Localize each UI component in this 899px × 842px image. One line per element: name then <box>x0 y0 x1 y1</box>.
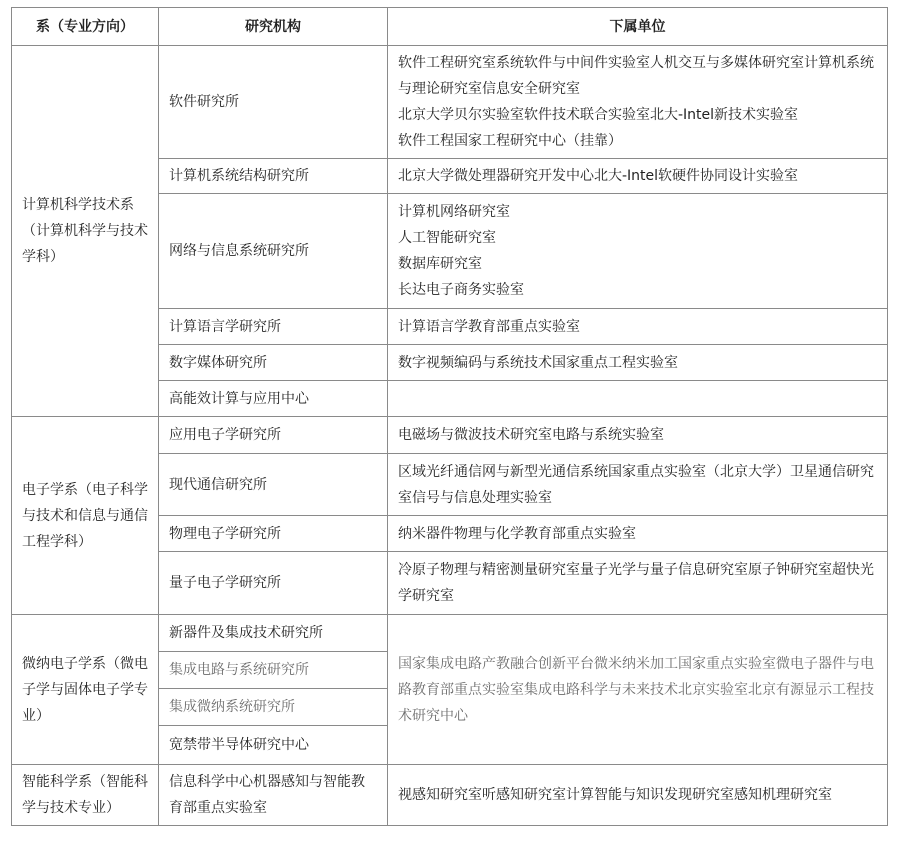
institute-cell: 宽禁带半导体研究中心 <box>159 726 388 765</box>
institute-cell: 数字媒体研究所 <box>159 345 388 381</box>
institutes-table <box>11 7 888 826</box>
department-cell: 智能科学系（智能科学与技术专业） <box>12 765 159 826</box>
table-row <box>12 615 888 652</box>
institute-cell: 量子电子学研究所 <box>159 552 388 615</box>
department-cell: 电子学系（电子科学与技术和信息与通信工程学科） <box>12 417 159 615</box>
institute-cell: 新器件及集成技术研究所 <box>159 615 388 652</box>
units-cell: 纳米器件物理与化学教育部重点实验室 <box>388 516 888 552</box>
institute-cell: 计算机系统结构研究所 <box>159 159 388 194</box>
header-institute: 研究机构 <box>159 8 388 46</box>
unit-line: 数据库研究室 <box>398 256 482 272</box>
institute-cell: 集成电路与系统研究所 <box>159 652 388 689</box>
unit-line: 人工智能研究室 <box>398 230 496 246</box>
institute-cell: 网络与信息系统研究所 <box>159 194 388 309</box>
units-cell: 视感知研究室听感知研究室计算智能与知识发现研究室感知机理研究室 <box>388 765 888 826</box>
unit-line: 软件工程国家工程研究中心（挂靠） <box>398 133 622 149</box>
table-row <box>12 46 888 159</box>
units-cell: 电磁场与微波技术研究室电路与系统实验室 <box>388 417 888 454</box>
unit-line: 计算机网络研究室 <box>398 204 510 220</box>
institute-cell: 应用电子学研究所 <box>159 417 388 454</box>
units-cell: 冷原子物理与精密测量研究室量子光学与量子信息研究室原子钟研究室超快光学研究室 <box>388 552 888 615</box>
institute-cell: 软件研究所 <box>159 46 388 159</box>
units-cell <box>388 381 888 417</box>
table-row <box>12 765 888 826</box>
institute-cell: 集成微纳系统研究所 <box>159 689 388 726</box>
header-department: 系（专业方向） <box>12 8 159 46</box>
header-row <box>12 8 888 46</box>
units-cell: 数字视频编码与系统技术国家重点工程实验室 <box>388 345 888 381</box>
table-row <box>12 417 888 454</box>
department-cell: 计算机科学技术系（计算机科学与技术学科） <box>12 46 159 417</box>
unit-line: 软件工程研究室系统软件与中间件实验室人机交互与多媒体研究室计算机系统与理论研究室信息安全研究室 <box>398 55 874 97</box>
institute-cell: 现代通信研究所 <box>159 454 388 516</box>
unit-line: 北京大学贝尔实验室软件技术联合实验室北大-Intel新技术实验室 <box>398 107 799 123</box>
institute-cell: 信息科学中心机器感知与智能教育部重点实验室 <box>159 765 388 826</box>
institute-cell: 物理电子学研究所 <box>159 516 388 552</box>
institute-cell: 高能效计算与应用中心 <box>159 381 388 417</box>
unit-line: 长达电子商务实验室 <box>398 282 524 298</box>
units-cell <box>388 194 888 309</box>
units-cell: 计算语言学教育部重点实验室 <box>388 309 888 345</box>
department-cell: 微纳电子学系（微电子学与固体电子学专业） <box>12 615 159 765</box>
units-cell <box>388 46 888 159</box>
units-cell: 国家集成电路产教融合创新平台微米纳米加工国家重点实验室微电子器件与电路教育部重点实验室集成电路科学与未来技术北京实验室北京有源显示工程技术研究中心 <box>388 615 888 765</box>
institute-cell: 计算语言学研究所 <box>159 309 388 345</box>
header-units: 下属单位 <box>388 8 888 46</box>
units-cell: 北京大学微处理器研究开发中心北大-Intel软硬件协同设计实验室 <box>388 159 888 194</box>
units-cell: 区域光纤通信网与新型光通信系统国家重点实验室（北京大学）卫星通信研究室信号与信息处理实验室 <box>388 454 888 516</box>
